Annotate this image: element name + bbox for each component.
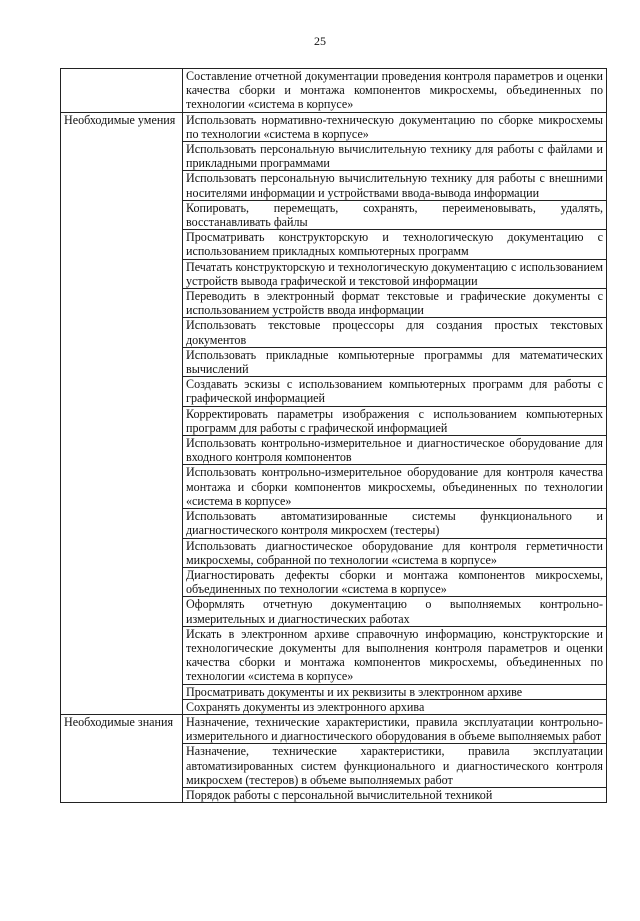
table-cell: Оформлять отчетную документацию о выполняемых контрольно-измерительных и диагностических работах [183, 597, 607, 626]
table-cell: Использовать персональную вычислительную технику для работы с внешними носителями информации и устройствами ввода-вывода информации [183, 171, 607, 200]
table-cell: Сохранять документы из электронного архива [183, 699, 607, 714]
requirements-table-body [61, 69, 607, 803]
table-cell: Печатать конструкторскую и технологическую документацию с использованием устройств вывода графической и текстовой информации [183, 259, 607, 288]
table-cell: Назначение, технические характеристики, правила эксплуатации контрольно-измерительного и диагностического оборудования в объеме выполняемых работ [183, 714, 607, 743]
table-cell: Использовать текстовые процессоры для создания простых текстовых документов [183, 318, 607, 347]
table-cell: Составление отчетной документации проведения контроля параметров и оценки качества сборки и монтажа компонентов микросхемы, объединенных по технологии «система в корпусе» [183, 69, 607, 113]
requirements-table [60, 68, 607, 803]
table-cell: Использовать автоматизированные системы функционального и диагностического контроля микросхем (тестеры) [183, 509, 607, 538]
row-label: Необходимые умения [61, 112, 183, 714]
table-cell: Использовать диагностическое оборудование для контроля герметичности микросхемы, собранной по технологии «система в корпусе» [183, 538, 607, 567]
table-cell: Использовать прикладные компьютерные программы для математических вычислений [183, 347, 607, 376]
table-cell: Переводить в электронный формат текстовые и графические документы с использованием устройств ввода информации [183, 289, 607, 318]
table-cell: Просматривать документы и их реквизиты в электронном архиве [183, 684, 607, 699]
row-label: Необходимые знания [61, 714, 183, 802]
row-label [61, 69, 183, 113]
table-row [61, 69, 607, 113]
table-cell: Создавать эскизы с использованием компьютерных программ для работы с графической информацией [183, 377, 607, 406]
table-cell: Назначение, технические характеристики, правила эксплуатации автоматизированных систем функционального и диагностического контроля микросхем (тестеров) в объеме выполняемых работ [183, 744, 607, 788]
table-cell: Порядок работы с персональной вычислительной техникой [183, 787, 607, 802]
page-number: 25 [314, 34, 326, 48]
table-cell: Использовать контрольно-измерительное оборудование для контроля качества монтажа и сборки компонентов микросхемы, объединенных по технологии «система в корпусе» [183, 465, 607, 509]
table-cell: Использовать контрольно-измерительное и диагностическое оборудование для входного контроля компонентов [183, 436, 607, 465]
table-cell: Копировать, перемещать, сохранять, переименовывать, удалять, восстанавливать файлы [183, 200, 607, 229]
table-cell: Корректировать параметры изображения с использованием компьютерных программ для работы с графической информацией [183, 406, 607, 435]
table-cell: Использовать персональную вычислительную технику для работы с файлами и прикладными программами [183, 142, 607, 171]
table-cell: Просматривать конструкторскую и технологическую документацию с использованием прикладных компьютерных программ [183, 230, 607, 259]
table-row [61, 112, 607, 141]
table-cell: Искать в электронном архиве справочную информацию, конструкторские и технологические документы для выполнения контроля параметров и оценки качества сборки и монтажа компонентов микросхемы, объединенных по технологии «система в корпусе» [183, 626, 607, 684]
table-cell: Использовать нормативно-техническую документацию по сборке микросхемы по технологии «система в корпусе» [183, 112, 607, 141]
table-cell: Диагностировать дефекты сборки и монтажа компонентов микросхемы, объединенных по технологии «система в корпусе» [183, 567, 607, 596]
table-row [61, 714, 607, 743]
